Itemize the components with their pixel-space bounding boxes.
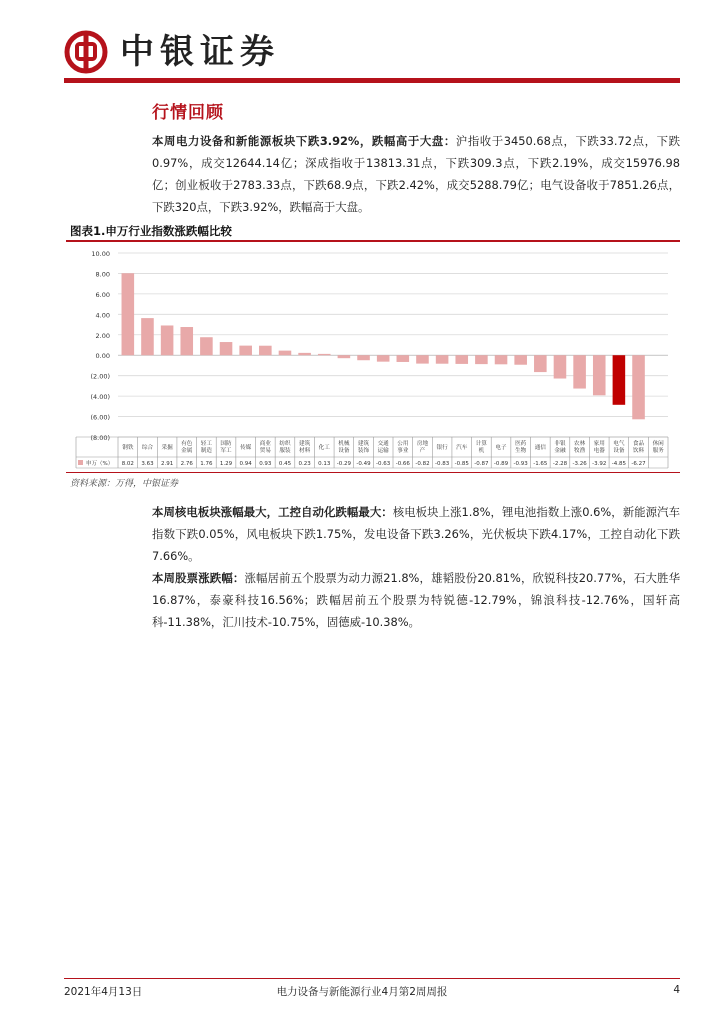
section-title: 行情回顾 bbox=[152, 103, 224, 123]
paragraph-body: 沪指收于3450.68点，下跌33.72点，下跌0.97%，成交12644.14亿；深成指收于13813.31点，下跌309.3点，下跌2.19%，成交15976.98亿；创业板收于2783.33点，下跌68.9点，下跌2.42%，成交5288.79亿；电气设备收于7851.26点，下跌320点，下跌3.92%，跌幅高于大盘。 bbox=[152, 134, 680, 214]
data-label: 8.02 bbox=[121, 461, 134, 467]
bar bbox=[593, 355, 606, 395]
paragraph-body: 核电板块上涨1.8%，锂电池指数上涨0.6%，新能源汽车指数下跌0.05%，风电板块下跌1.75%，发电设备下跌3.26%，光伏板块下跌4.17%，工控自动化下跌7.66%。 bbox=[152, 505, 680, 563]
stocks-paragraph bbox=[152, 567, 680, 633]
data-label: -0.49 bbox=[356, 461, 371, 467]
data-label: 1.76 bbox=[200, 461, 213, 467]
category-label: 贸易 bbox=[259, 448, 271, 454]
bar bbox=[318, 354, 331, 355]
page-number: 4 bbox=[673, 984, 680, 996]
category-label: 装饰 bbox=[357, 448, 370, 454]
category-label: 服务 bbox=[652, 448, 664, 454]
bar bbox=[180, 327, 193, 355]
bar bbox=[495, 355, 508, 364]
category-label: 建筑 bbox=[357, 441, 370, 447]
category-label: 交通 bbox=[377, 441, 389, 447]
category-label: 有色 bbox=[181, 441, 193, 447]
figure-bottom-rule bbox=[66, 472, 680, 473]
category-label: 产 bbox=[419, 448, 426, 454]
category-label: 军工 bbox=[220, 448, 232, 454]
data-label: 2.76 bbox=[180, 461, 193, 467]
category-label: 农林 bbox=[574, 441, 586, 447]
paragraph-lead: 本周股票涨跌幅： bbox=[152, 571, 245, 585]
figure-top-rule bbox=[66, 240, 680, 242]
category-label: 电子 bbox=[495, 445, 507, 451]
bar bbox=[161, 325, 174, 355]
category-label: 非银 bbox=[554, 441, 566, 447]
y-tick-label: (4.00) bbox=[90, 393, 110, 402]
bar bbox=[632, 355, 645, 419]
category-label: 化工 bbox=[318, 445, 330, 451]
category-label: 纺织 bbox=[279, 441, 291, 447]
category-label: 轻工 bbox=[200, 441, 212, 447]
bar bbox=[573, 355, 586, 388]
y-tick-label: 2.00 bbox=[95, 331, 110, 340]
category-label: 金属 bbox=[181, 448, 193, 454]
sector-paragraph bbox=[152, 501, 680, 567]
bank-of-china-logo-icon bbox=[64, 30, 108, 74]
data-label: -0.93 bbox=[513, 461, 528, 467]
category-label: 公用 bbox=[397, 441, 409, 447]
bar bbox=[357, 355, 370, 360]
category-label: 设备 bbox=[338, 448, 350, 454]
data-label: -3.92 bbox=[592, 461, 607, 467]
y-tick-label: 8.00 bbox=[95, 270, 110, 279]
bar bbox=[279, 351, 292, 356]
bar bbox=[122, 273, 135, 355]
y-tick-label: 0.00 bbox=[95, 352, 110, 361]
bar bbox=[554, 355, 567, 378]
bar bbox=[455, 355, 468, 364]
category-label: 休闲 bbox=[652, 441, 664, 447]
category-label: 机 bbox=[478, 448, 485, 454]
legend-label: 申万（%） bbox=[86, 461, 114, 467]
footer-date: 2021年4月13日 bbox=[64, 986, 143, 998]
figure-source: 资料来源：万得，中银证券 bbox=[70, 479, 179, 489]
data-label: -0.89 bbox=[493, 461, 509, 467]
category-label: 运输 bbox=[377, 448, 389, 454]
paragraph-lead: 本周核电板块涨幅最大，工控自动化跌幅最大： bbox=[152, 505, 393, 519]
data-label: -3.26 bbox=[572, 461, 587, 467]
category-label: 医药 bbox=[515, 441, 527, 447]
data-label: -2.28 bbox=[552, 461, 568, 467]
bar bbox=[377, 355, 390, 361]
bar bbox=[514, 355, 527, 365]
data-label: 0.13 bbox=[318, 461, 331, 467]
category-label: 机械 bbox=[338, 441, 350, 447]
category-label: 计算 bbox=[475, 441, 487, 447]
category-label: 设备 bbox=[613, 448, 625, 454]
category-label: 商业 bbox=[259, 441, 271, 447]
category-label: 金融 bbox=[554, 448, 566, 454]
category-label: 钢铁 bbox=[122, 445, 134, 451]
data-label: -0.85 bbox=[454, 461, 469, 467]
bar bbox=[534, 355, 547, 372]
category-label: 电器 bbox=[593, 448, 605, 454]
bar bbox=[220, 342, 233, 355]
category-label: 国防 bbox=[220, 441, 232, 447]
data-label: -6.27 bbox=[631, 461, 646, 467]
category-label: 服装 bbox=[279, 448, 291, 454]
data-label: -1.65 bbox=[533, 461, 548, 467]
data-label: 0.93 bbox=[259, 461, 272, 467]
category-label: 采掘 bbox=[161, 445, 173, 451]
category-label: 事业 bbox=[397, 448, 409, 454]
data-label: -0.63 bbox=[376, 461, 391, 467]
category-label: 综合 bbox=[141, 445, 154, 451]
paragraph-lead: 本周电力设备和新能源板块下跌3.92%，跌幅高于大盘： bbox=[152, 134, 456, 148]
y-tick-label: 4.00 bbox=[95, 311, 110, 320]
data-label: -0.83 bbox=[434, 461, 450, 467]
bar bbox=[416, 355, 429, 363]
data-label: -0.82 bbox=[415, 461, 430, 467]
category-label: 汽车 bbox=[456, 445, 468, 451]
data-label: 0.23 bbox=[298, 461, 311, 467]
legend-swatch bbox=[78, 460, 83, 465]
data-label: 3.63 bbox=[141, 461, 154, 467]
industry-index-bar-chart bbox=[66, 244, 680, 472]
y-tick-label: 10.00 bbox=[91, 250, 110, 258]
category-label: 材料 bbox=[299, 448, 311, 454]
brand-name: 中银证券 bbox=[120, 32, 280, 72]
bar bbox=[200, 337, 213, 355]
category-label: 建筑 bbox=[299, 441, 311, 447]
figure-title: 图表1.申万行业指数涨跌幅比较 bbox=[70, 224, 232, 238]
data-label: 2.91 bbox=[160, 461, 174, 467]
category-label: 银行 bbox=[436, 445, 448, 451]
bar bbox=[613, 355, 626, 405]
bar bbox=[141, 318, 154, 355]
category-label: 制造 bbox=[200, 448, 212, 454]
data-label: -0.87 bbox=[474, 461, 489, 467]
data-label: -4.85 bbox=[611, 461, 627, 467]
data-label: 1.29 bbox=[219, 461, 233, 467]
data-label: -0.29 bbox=[336, 461, 352, 467]
y-tick-label: 6.00 bbox=[95, 290, 110, 299]
bar bbox=[397, 355, 410, 362]
header-divider bbox=[64, 78, 680, 83]
y-tick-label: (8.00) bbox=[90, 434, 110, 442]
category-label: 家用 bbox=[593, 441, 605, 447]
bar bbox=[436, 355, 449, 363]
footer-divider bbox=[64, 978, 680, 979]
footer-report-title: 电力设备与新能源行业4月第2周周报 bbox=[276, 986, 448, 998]
bar bbox=[239, 346, 252, 356]
category-label: 电气 bbox=[613, 441, 625, 447]
category-label: 房地 bbox=[416, 441, 429, 447]
category-label: 通信 bbox=[534, 445, 546, 451]
data-label: 0.94 bbox=[239, 461, 252, 467]
market-review-paragraph bbox=[152, 130, 680, 218]
category-label: 传媒 bbox=[240, 445, 252, 451]
paragraph-body: 涨幅居前五个股票为动力源21.8%，雄韬股份20.81%，欣锐科技20.77%，石大胜华16.87%，泰豪科技16.56%；跌幅居前五个股票为特锐德-12.79%，锦浪科技-12.76%，国轩高科-11.38%，汇川技术-10.75%，固德威-10.38%。 bbox=[152, 571, 680, 629]
category-label: 饮料 bbox=[632, 448, 645, 454]
data-label: 0.45 bbox=[278, 461, 292, 467]
bar bbox=[475, 355, 488, 364]
data-label: -0.66 bbox=[395, 461, 410, 467]
bar bbox=[259, 346, 272, 356]
bar bbox=[338, 355, 351, 358]
y-tick-label: (6.00) bbox=[90, 413, 110, 422]
category-label: 生物 bbox=[515, 448, 527, 454]
category-label: 食品 bbox=[632, 441, 645, 447]
page-header bbox=[64, 28, 680, 84]
y-tick-label: (2.00) bbox=[90, 372, 110, 381]
bar bbox=[298, 353, 311, 355]
category-label: 牧渔 bbox=[574, 448, 586, 454]
